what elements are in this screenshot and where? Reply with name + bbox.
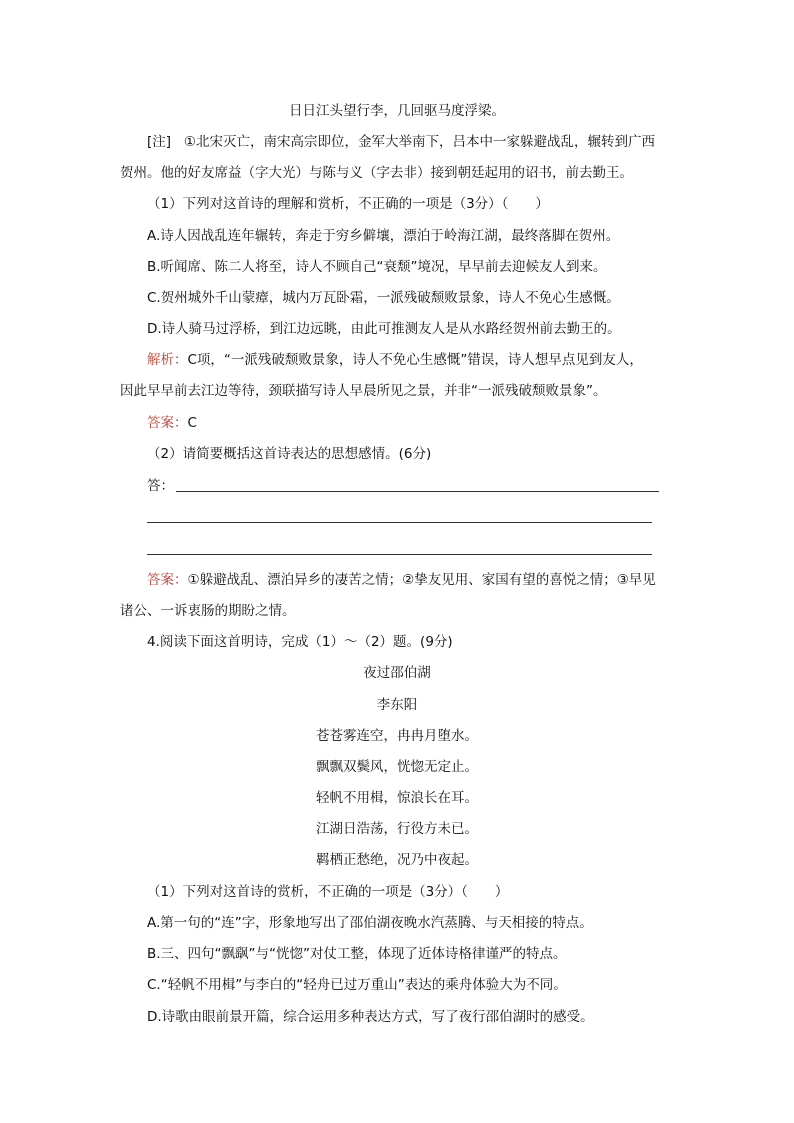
q1-analysis-line-1 <box>147 350 643 370</box>
q4-option-b: B.三、四句“飘飖”与“恍惚”对仗工整，体现了近体诗格律谨严的特点。 <box>147 946 567 962</box>
answer-blank-line-2[interactable] <box>147 522 652 523</box>
answer-blank-line-3[interactable] <box>147 554 652 555</box>
q2-answer-line-2: 诸公、一诉衷肠的期盼之情。 <box>120 603 296 619</box>
poem-line: 飘飘双鬓风，恍惚无定止。 <box>316 759 478 775</box>
poem-line: 羁栖正愁绝，况乃中夜起。 <box>316 852 478 868</box>
q4-option-c: C.“轻帆不用楫”与李白的“轻舟已过万重山”表达的乘舟体验大为不同。 <box>147 977 567 993</box>
answer-label: 答案： <box>147 572 188 588</box>
q1-option-b: B.听闻席、陈二人将至，诗人不顾自己“衰颓”境况，早早前去迎候友人到来。 <box>147 259 607 275</box>
answer-blank-line-1[interactable] <box>176 491 659 492</box>
q2-answer-line-1 <box>147 570 656 590</box>
q1-prompt: （1）下列对这首诗的理解和赏析，不正确的一项是（3分）（ ） <box>147 196 549 212</box>
analysis-label: 解析： <box>147 352 188 368</box>
q4-sub1-prompt: （1）下列对这首诗的赏析，不正确的一项是（3分）（ ） <box>147 884 509 900</box>
answer-value: C <box>187 415 197 431</box>
q4-prompt: 4.阅读下面这首明诗，完成（1）～（2）题。(9分) <box>147 634 453 650</box>
analysis-text-1: C项，“一派残破颓败景象，诗人不免心生感慨”错误，诗人想早点见到友人， <box>187 352 643 368</box>
note-line-2: 贺州。他的好友席益（字大光）与陈与义（字去非）接到朝廷起用的诏书，前去勤王。 <box>120 165 633 181</box>
poem-title: 夜过邵伯湖 <box>363 665 431 681</box>
q2-answer-prefix: 答： <box>147 478 174 494</box>
q2-answer-text-1: ①躲避战乱、漂泊异乡的凄苦之情；②挚友见用、家国有望的喜悦之情；③早见 <box>187 572 656 588</box>
poem-author: 李东阳 <box>376 697 418 713</box>
poem-line: 日日江头望行李，几回驱马度浮梁。 <box>289 103 505 119</box>
poem-line: 轻帆不用楫，惊浪长在耳。 <box>316 790 478 806</box>
q1-option-c: C.贺州城外千山蒙瘴，城内万瓦卧霜，一派残破颓败景象，诗人不免心生感慨。 <box>147 290 620 306</box>
note-label: [注] <box>147 134 172 150</box>
q1-analysis-line-2: 因此早早前去江边等待，颈联描写诗人早晨所见之景，并非“一派残破颓败景象”。 <box>120 383 607 399</box>
note-text-1: ①北宋灭亡，南宋高宗即位，金军大举南下，吕本中一家躲避战乱，辗转到广西 <box>183 134 656 150</box>
q4-option-d: D.诗歌由眼前景开篇，综合运用多种表达方式，写了夜行邵伯湖时的感受。 <box>147 1009 594 1025</box>
q4-option-a: A.第一句的“连”字，形象地写出了邵伯湖夜晚水汽蒸腾、与天相接的特点。 <box>147 915 593 931</box>
poem-line: 苍苍雾连空，冉冉月堕水。 <box>316 728 478 744</box>
q1-answer <box>147 413 197 433</box>
q2-prompt: （2）请简要概括这首诗表达的思想感情。(6分) <box>147 446 432 462</box>
q1-option-d: D.诗人骑马过浮桥，到江边远眺，由此可推测友人是从水路经贺州前去勤王的。 <box>147 321 621 337</box>
q1-option-a: A.诗人因战乱连年辗转，奔走于穷乡僻壤，漂泊于岭海江湖，最终落脚在贺州。 <box>147 228 620 244</box>
answer-label: 答案： <box>147 415 188 431</box>
note-line-1 <box>147 132 655 152</box>
poem-line: 江湖日浩荡，行役方未已。 <box>316 821 478 837</box>
